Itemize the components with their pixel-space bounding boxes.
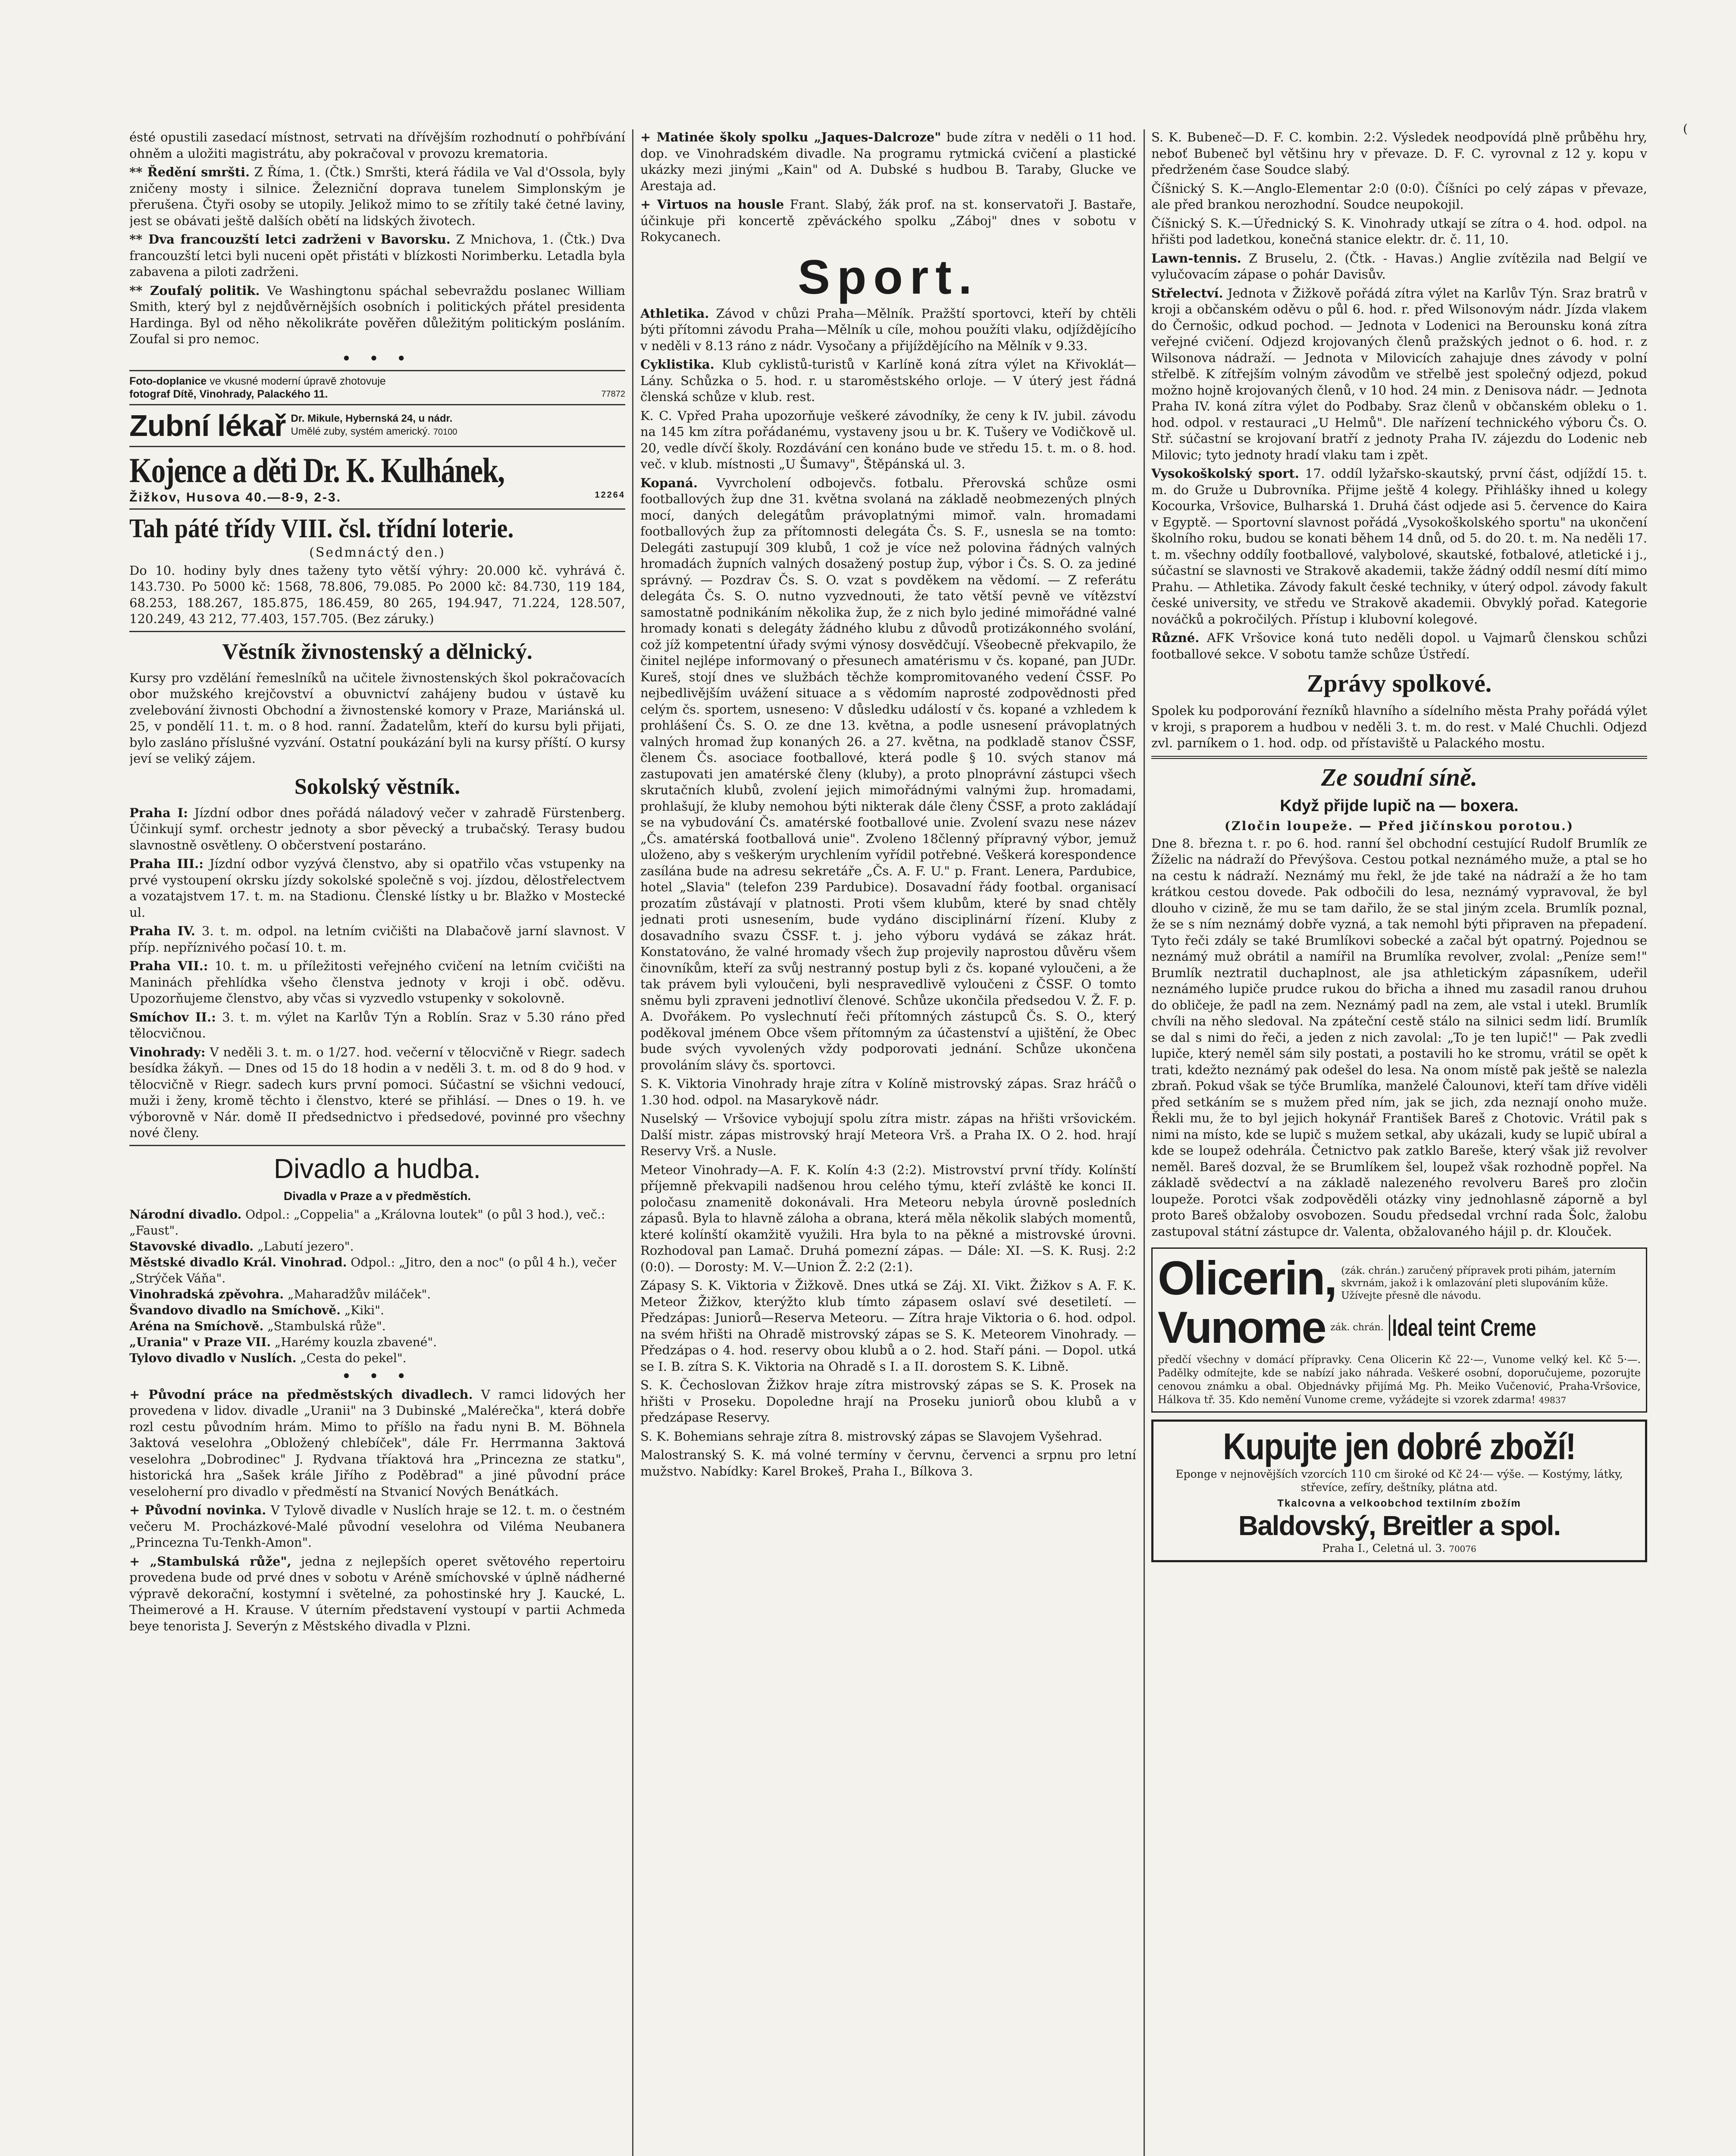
sokol-lead: Praha I:	[129, 805, 188, 820]
ad-baldo-address-row	[1159, 1542, 1639, 1556]
article-lead: ** Zoufalý politik.	[129, 283, 260, 298]
column-rule	[1144, 129, 1145, 2156]
article-lead: + Matinée školy spolku „Jaques-Dalcroze"	[640, 130, 941, 144]
ad-vunome-brand: Vunome	[1158, 1303, 1326, 1353]
ad-vunome-row	[1158, 1305, 1641, 1351]
theatre-name: „Urania" v Praze VII.	[129, 1335, 271, 1349]
theatre-name: Národní divadlo.	[129, 1207, 242, 1222]
separator-dots: • • •	[342, 350, 413, 367]
ad-kupujte-text: Eponge v nejnovějších vzorcích 110 cm široké od Kč 24·— výše. — Kostýmy, látky, střevíce, zefíry, deštníky, plátna atd.	[1175, 1468, 1623, 1494]
article-text: bude zítra v neděli o 11 hod. dop. ve Vinohradském divadle. Na programu rytmická cvičení a plastické ukázky mezi jinými „Kain" od A. Dubské s hudbou B. Taraby, Glucke ve Arestaja ad.	[640, 130, 1136, 193]
ad-number: 77872	[601, 389, 625, 399]
sokol-lead: Praha III.:	[129, 856, 204, 871]
soud-title: Ze soudní síně.	[1321, 763, 1478, 791]
article-text: V Tylově divadle v Nuslích hraje se 12. t. m. o čestném večeru M. Procházkové-Malé původní veselohra od Viléma Neubanera „Princezna Tu-Tenkh-Amon".	[129, 1503, 625, 1550]
column-rule	[632, 129, 633, 2156]
zpravy-title: Zprávy spolkové.	[1307, 669, 1492, 697]
sokol-lead: Praha IV.	[129, 924, 195, 938]
ad-kupujte-line: Tkalcovna a velkoobchod textilním zbožím	[1277, 1498, 1521, 1509]
sport-athletika	[640, 306, 1136, 354]
ad-number: 70076	[1449, 1544, 1476, 1554]
theatre-item	[129, 1318, 625, 1334]
theatre-name: Švandovo divadlo na Smíchově.	[129, 1303, 341, 1317]
theatre-item	[129, 1350, 625, 1366]
article-smrsti	[129, 164, 625, 229]
sport-item: S. K. Bohemians sehraje zítra 8. mistrovský zápas se Slavojem Vyšehrad.	[640, 1429, 1103, 1444]
corner-mark: (	[1683, 122, 1688, 136]
soud-subtitle2: (Zločin loupeže. — Před jičínskou porotou.)	[1224, 818, 1574, 833]
ad-baldo-address: Praha I., Celetná ul. 3.	[1322, 1542, 1446, 1554]
sokol-text: Jízdní odbor vyzývá členstvo, aby si opatřilo včas vstupenky na prvé vystoupení okrsku jízdy sokolské společně s voj. jízdou, dělostřelectvem a vozatajstvem 17. t. m. na Stadionu. Členské lístky u br. Blažko v Mostecké ul.	[129, 856, 625, 920]
article-text: Z Říma, 1. (Čtk.) Smršti, která řádila ve Val d'Ossola, byly zničeny mosty i silnice. Železniční doprava tunelem Simplonským je přerušena. Čtyři osoby se utopily. Jelikož mimo to se zřítily také četné laviny, jest se obávati ještě dalších obětí na lidských životech.	[129, 165, 625, 228]
sokol-text: 3. t. m. odpol. na letním cvičišti na Dlabačově jarní slavnost. V příp. nepříznivého počasí 10. t. m.	[129, 924, 625, 955]
divider	[129, 446, 625, 447]
sport-text: Závod v chůzi Praha—Mělník. Pražští sportovci, kteří by chtěli býti přítomni závodu Praha—Mělník u cíle, mohou použíti vlaku, odjíždějícího v neděli v 8.13 ráno z nádr. Vysočany a přijíždějícího na Mělník v 9.33.	[640, 306, 1136, 353]
ad-foto-text: ve vkusné moderní úpravě zhotovuje	[210, 375, 386, 387]
ad-number: 70100	[433, 427, 458, 437]
ad-vunome-mark: zák. chrán.	[1330, 1322, 1384, 1333]
ad-olicerin-desc: (zák. chrán.) zaručený přípravek proti pihám, jaterním skvrnám, jakož i k omlazování pleti slupováním kůže. Užívejte přesně dle návodu.	[1341, 1265, 1616, 1301]
article-virtuos	[640, 197, 1136, 245]
sport-lead: Vysokoškolský sport.	[1151, 466, 1299, 481]
article-text: Z Mnichova, 1. (Čtk.) Dva francouzští letci byli nuceni opět přistáti v blízkosti Norimberku. Letadla byla zabavena a piloti zadrženi.	[129, 232, 625, 279]
theatre-item	[129, 1302, 625, 1318]
sport-section-title: Sport.	[798, 250, 979, 304]
theatre-item	[129, 1238, 625, 1254]
ad-zubni-line2-text: Umělé zuby, systém americký.	[291, 426, 431, 437]
soud-text: Dne 8. března t. r. po 6. hod. ranní šel obchodní cestující Rudolf Brumlík ze Žíželic na nádraží do Převýšova. Cestou potkal neznámého muže, a ptal se ho na cestu k nádraží. Neznámý mu řekl, že jde také na nádraží a že ho tam krátkou cestou dovede. Pak odbočili do lesa, neznámý vypravoval, že byl dlouho v cizině, že mu se tam dařilo, že se stal jiným zcela. Brumlík poznal, že se s ním neznámý dobře vyzná, a tak nemohl býti připraven na přepadení. Tyto řeči zdály se také Brumlíkovi sobecké a začal být opatrný. Pojednou se neznámý muž obrátil a namířil na Brumlíka revolver, zvolal: „Peníze sem!" Brumlík neztratil duchaplnost, ale jsa athletickým zápasníkem, udeřil neznámého lupiče prudce rukou do břicha a ihned mu zasadil ranou druhou do obličeje, že padl na zem. Neznámý padl na zem, ale vstal i utekl. Brumlík chvíli na něho sledoval. Na zpáteční cestě stálo na silnici sedm lidí. Brumlík se dal s nimi do řeči, a jeden z nich zavolal: „To je ten lupič!" — Pak zvedli lupiče, který neměl sám sily postati, a postavili ho ke stromu, vrátil se opět k trati, kdežto neznámý pak odešel do lesa. Na onom místě pak ještě se nalezla zbraň. Pokud však se týče Brumlíka, manželé Čalounovi, kteří tam dříve viděli před setkáním se s mužem před ním, jak se jich, zda neznají onoho muže. Řekli mu, že to byl jejich hokynář František Bareš z Chotovic. Vrátil pak s nimi na místo, kde se lupič s mužem setkal, aby ukázali, kudy se lupič ubíral a kde se loupež odehrála. Četnictvo pak zatklo Bareše, který však již revolver neměl. Bareš dozval, že se Brumlíkem šel, loupež však rozhodně popřel. Na základě svědectví a na základě nalezeného revolveru Bareš pro zločin loupeže. Porotci však zodpověděli otázky viny jednohlasně záporně a byl proto Bareš obžaloby osvobozen. Soudu předsedal vrchní rada Šolc, žalobu zastupoval státní zástupce dr. Valenta, obžalovaného hájil p. dr. Klouček.	[1151, 836, 1647, 1239]
sport-text: Jednota v Žižkově pořádá zítra výlet na Karlův Týn. Sraz bratrů v kroji a občanském oděvu o půl 6. hod. r. před Wilsonovým nádr. Jízda vlakem do Černošic, odkud pochod. — Jednota v Lodenici na Berounsku koná zítra veřejné cvičení. Odjezd krojovaných členů pražských jednot o 6. hod. r. z Wilsonova nádraží. — Jednota v Milovicích zahajuje dnes závody v polní střelbě. K zítřejším volným závodům ve střelbě jest společný odjezd, pokud možno hojně krojovaných členů, v 10 hod. 24 min. z Denisova nádr. — Jednota Praha IV. koná zítra výlet do Podbaby. Sraz členů v občanském obleku o 1. hod. odpol. v restauraci „U Helmů". Dle nařízení technického výboru Čs. O. Stř. súčastní se krojovaní bratří z jednoty Praha IV. zájezdu do Lodenic neb Milovic; tyto jednoty hradí vlaku tam i zpět.	[1151, 285, 1647, 462]
article-lead: + „Stambulská růže",	[129, 1554, 291, 1569]
separator-dots: • • •	[342, 1367, 413, 1384]
sport-vysokoskolsky	[1151, 466, 1647, 627]
article-lead: + Virtuos na housle	[640, 197, 784, 212]
article-lead: ** Dva francouzští letci zadrženi v Bavorsku.	[129, 232, 451, 247]
sokol-text: Jízdní odbor dnes pořádá náladový večer v zahradě Fürstenberg. Účinkují symf. orchestr jednoty a sbor pěvecký a trubačský. Terasy budou slavnostně osvětleny. O občerstvení postaráno.	[129, 805, 625, 852]
soud-subtitle: Když přijde lupič na — boxera.	[1280, 796, 1519, 815]
theatre-name: Městské divadlo Král. Vinohrad.	[129, 1255, 347, 1269]
article-lead: + Původní novinka.	[129, 1503, 266, 1517]
theatre-program: Odpol.: „Coppelia" a „Královna loutek" (o půl 3 hod.), več.: „Faust".	[129, 1207, 605, 1238]
theatre-name: Aréna na Smíchově.	[129, 1319, 264, 1333]
column-right	[1151, 129, 1647, 2156]
ad-olicerin-text	[1158, 1353, 1641, 1407]
ad-zubni-line2	[291, 425, 457, 439]
sport-lead: Střelectví.	[1151, 285, 1223, 301]
ad-kupujte-title: Kupujte jen dobré zboží!	[1223, 1426, 1576, 1467]
ad-foto-line2: fotograf Dítě, Vinohrady, Palackého 11.	[129, 388, 328, 400]
article-novinka	[129, 1502, 625, 1551]
article-text: V ramci lidových her provedena v lidov. divadle „Uranii" na 3 Dubinské „Malérečka", která dobře rozl cestu původním hrám. Mimo to příšlo na řadu nyni B. M. Böhnela 3aktová veselohra „Obložený chlebíček", dále Fr. Herrmanna 3aktová veselohra „Dobrodinec" J. Rydvana tříaktová hra „Princezna ze statku", historická hra „Sašek krále Jiřího z Poděbrad" a jiné původní práce veseloherní pro divadlo v předměstí na Stvanicí Nových Benátkách.	[129, 1387, 625, 1499]
article-letci	[129, 232, 625, 280]
theatre-name: Vinohradská zpěvohra.	[129, 1287, 284, 1301]
divider	[129, 370, 625, 371]
ad-kupujte	[1151, 1420, 1647, 1562]
column-middle	[640, 129, 1136, 2156]
sokol-item	[129, 923, 625, 956]
theatre-item	[129, 1286, 625, 1302]
sport-item: Meteor Vinohrady—A. F. K. Kolín 4:3 (2:2). Mistrovství první třídy. Kolínští příjemně překvapili nadšenou hrou celého týmu, kteří zvláště ke konci II. poločasu znamenitě dokonávali. Hra Meteoru nebyla úrovně posledních zápasů. Byla to hlavně záloha a obrana, která měla několik slabých momentů, které kolínští okamžitě využili. Hra byla to na pěkné a mistrovské úrovni. Rozhodoval pan Lamač. Druhá pomezní zápas. — Dále: XI. —S. K. Rusj. 2:2 (0:0). — Dorosty: M. V.—Union Ž. 2:2 (2:1).	[640, 1162, 1136, 1274]
sokol-lead: Smíchov II.:	[129, 1009, 216, 1025]
sport-kopana	[640, 475, 1136, 1074]
sokol-title: Sokolský věstník.	[294, 774, 461, 799]
column-left	[129, 129, 625, 2156]
ad-kojence-address: Žižkov, Husova 40.—8-9, 2-3.	[129, 490, 342, 505]
divadlo-title: Divadlo a hudba.	[273, 1153, 481, 1184]
sokol-item	[129, 1044, 625, 1141]
ad-olicerin-brand: Olicerin,	[1158, 1252, 1336, 1305]
sport-item: S. K. Bubeneč—D. F. C. kombin. 2:2. Výsledek neodpovídá plně průběhu hry, neboť Bubeneč byl většinu hry v převaze. D. F. C. vyrovnal z 12 y. kopu v předrženém čase Soudce slabý.	[1151, 130, 1647, 177]
sport-text: Z Bruselu, 2. (Čtk. - Havas.) Anglie zvítězila nad Belgií ve vylučovacím zápase o pohár Davisův.	[1151, 251, 1647, 282]
divider	[129, 631, 625, 632]
ad-foto	[129, 375, 625, 401]
ad-kojence-title: Kojence a děti Dr. K. Kulhánek,	[129, 450, 505, 490]
sport-item: K. C. Vpřed Praha upozorňuje veškeré závodníky, že ceny k IV. jubil. závodu na 145 km zítra pořádanému, vystaveny jsou u br. K. Tušery ve Vodičkově ul. 20, vedle dívčí školy. Rozdávání cen konáno bude ve středu 15. t. m. o 8. hod. več. v klub. místnosti „U Šumavy", Štěpánská ul. 3.	[640, 408, 1136, 471]
lottery-text: Do 10. hodiny byly dnes taženy tyto větší výhry: 20.000 kč. vyhrává č. 143.730. Po 5000 kč: 1568, 78.806, 79.085. Po 2000 kč: 84.730, 119 184, 68.253, 188.267, 185.875, 186.459, 80 265, 194.947, 71.224, 128.507, 120.249, 43 212, 77.403, 157.705. (Bez záruky.)	[129, 563, 625, 626]
sport-item: Zápasy S. K. Viktoria v Žižkově. Dnes utká se Záj. XI. Vikt. Žižkov s A. F. K. Meteor Žižkov, kterýžto klub tímto zápasem oslaví své desetiletí. — Předzápas: Juniorů—Reserva Meteoru. — Zítra hraje Viktoria o 6. hod. odpol. na svém hřišti na Ohradě mistrovský zápas se S. K. Meteorem Vinohrady. — Předzápas o 4. hod. reservy obou klubů a o 2. hod. Staří páni. — Dopol. utká se I. B. zítra S. K. Viktoria na Ohradě s I. a II. dorostem S. K. Libně.	[640, 1278, 1136, 1374]
ad-number: 12264	[595, 490, 625, 500]
theatre-program: Odpol.: „Jitro, den a noc" (o půl 4 h.), večer „Strýček Váňa".	[129, 1255, 617, 1285]
theatre-item	[129, 1254, 625, 1286]
sport-text: 17. oddíl lyžařsko-skautský, první část, odjíždí 15. t. m. do Gruže u Dubrovníka. Přijme ještě 4 kolegy. Přihlášky ihned u kolegy Kocourka, Vršovice, Bulharská 1. Druhá část odjede asi 5. července do Kaira v Egyptě. — Sportovní slavnost pořádá „Vysokoškolského sportu" na ukončení školního roku, budou se konati během 14 dnů, od 5. do 20. t. m. Na neděli 17. t. m. všechny oddíly footballové, valybolové, skautské, fotbalové, atletické i j., súčastní se slavnosti ve Strakově akademii, takže žádný oddíl nesmí dítí mimo Prahu. — Athletika. Závody fakult české techniky, v úterý odpol. závody fakult české university, ve středu ve Strakově akademii. Obvyklý pořad. Kategorie nováčků a pokročilých. Přístup i klubovní kolegové.	[1151, 466, 1647, 627]
ad-olicerin	[1151, 1247, 1647, 1413]
theatre-program: „Harémy kouzla zbavené".	[274, 1335, 437, 1349]
article-matinee	[640, 129, 1136, 194]
sport-ruzne	[1151, 630, 1647, 662]
lottery-title: Tah páté třídy VIII. čsl. třídní loterie.	[129, 514, 514, 543]
theatre-program: „Maharadžův miláček".	[287, 1287, 431, 1301]
sokol-item	[129, 958, 625, 1007]
sport-item: Číšnický S. K.—Anglo-Elementar 2:0 (0:0). Číšníci po celý zápas v převaze, ale před brankou nerozhodní. Soudce neupokojil.	[1151, 181, 1647, 212]
sport-item: S. K. Čechoslovan Žižkov hraje zítra mistrovský zápas se S. K. Prosek na hřišti v Proseku. Dopoledne hrají na Proseku juniorů obou klubů a v předzápase Reservy.	[640, 1378, 1136, 1425]
ad-zubni-line1: Dr. Mikule, Hybernská 24, u nádr.	[291, 413, 453, 424]
article-text: jedna z nejlepších operet světového repertoiru provedena bude od prvé dnes v sobotu v Aréně smíchovské v úplně nádherné výpravě dekorační, kostymní i světelné, za pohostinské hry J. Kaucké, L. Theimerové a H. Krause. V úterním představení vystoupí v partii Achmeda beye tenorista J. Severýn z Městského divadla v Plzni.	[129, 1554, 625, 1633]
theatre-program: „Stambulská růže".	[267, 1319, 386, 1333]
article-text: Frant. Slabý, žák prof. na st. konservatoři J. Bastaře, účinkuje při koncertě zpěváckého spolku „Záboj" dnes v sobotu v Rokycanech.	[640, 197, 1136, 244]
newspaper-page	[129, 129, 1664, 2156]
theatre-program: „Kiki".	[344, 1303, 384, 1317]
sport-text: AFK Vršovice koná tuto neděli dopol. u Vajmarů členskou schůzi footballové sekce. V sobotu tamže schůze Ústředí.	[1151, 630, 1647, 661]
vestnik-title: Věstník živnostenský a dělnický.	[222, 639, 533, 664]
sport-cyklistika	[640, 357, 1136, 405]
theatre-item	[129, 1334, 625, 1350]
divider	[129, 1145, 625, 1146]
sport-lead: Různé.	[1151, 630, 1200, 645]
ad-baldo-name: Baldovský, Breitler a spol.	[1238, 1510, 1561, 1541]
sport-text: Vyvrcholení odbojevčs. fotbalu. Přerovská schůze osmi footballových žup dne 31. května svolaná na základě neobmezených plných mocí, daných delegátům právoplatnými mimoř. valn. hromadami footballových žup za přítomnosti delegáta Čs. S. F., usnesla se na tomto: Delegáti zastupují 309 klubů, 1 což je více než polovina řádných valných hromadách župních valných dosažený postup žup, výbor i Čs. S. O. za jediné správný. — Pozdrav Čs. S. O. vzat s povděkem na vědomí. — Z referátu delegáta Čs. S. O. nutno vyzvednouti, že tato větší pevně ve vítězství samostatně podnikáním několika žup, že z nich bylo jediné mimořádné valné hromady konati s delegáty žádného klubu z důvodů protizákonného svolání, což jíž kompetentní úřady svými výnosy dosvědčují. Všeobecně překvapilo, že činitel nejlépe informovaný o přesunech amatérismu v čs. kopané, pan JUDr. Kureš, stojí dnes ve službách těchže kompromitovaného vedení ČSSF. Po nejbedlivějším uvážení situace a s vědomím naprosté zodpovědnosti před celým čs. sportem, usneseno: V důsledku událostí v čs. kopané a vzhledem k prohlášení Čs. S. O. ze dne 13. května, a podle usnesení právoplatných valných hromad žup konaných 26. a 27. května, na podkladě stanov ČSSF, členem Čs. asociace footballové, která podle § 10. svých stanov má zastupovati jen amatérské členy (kluby), a proto plnoprávní zástupci všech skrutačních klubů, zvolení jejich mimořádnými valnými žup. hromadami, prohlašují, že kluby nemohou býti nikterak dále členy ČSSF, a proto zakládají se na vybudování Čs. amatérské footballové unie. Zvolení svazu nese název „Čs. amatérská footballová unie". Zvoleno 18členný přípravný výbor, jemuž uloženo, aby s veškerým urychlením vyřídil potřebné. Veškerá korespondence zasílána bude na adresu sekretáře „Čs. A. F. U." p. Frant. Lenera, Pardubice, hotel „Slavia" (telefon 239 Pardubice). Dosavadní řády footbal. organisací prozatím zůstávají v platnosti. Proti všem klubům, které by snad chtěly jednati proti usnesením, bude vydáno disciplinární řízení. Kluby z dosavadního svazu ČSSF. t. j. jeho výboru vydává se zákaz hrát. Konstatováno, že valné hromady všech žup projevily naprostou důvěru všem činovníkům, kteří za svůj nestranný postup byli z čs. kopané vyloučeni, a že tak právem byli vyloučeni, byli nespravedlivě vyloučeni z ČSSF. O tomto sněmu byli zpraveni jednotliví členové. Schůze ukončila předsedou V. Ž. F. p. A. Dvořákem. Po vyslechnutí řeči přítomných zástupců Čs. S. O., který poděkoval jménem Obce všem přítomným za účastenství a ujištění, že Obec bude svých vyvolených vždy podporovati jednání. Schůze ukončena provoláním slávy čs. sportovci.	[640, 475, 1136, 1072]
article-crematorium: ésté opustili zasedací místnost, setrvati na dřívějším rozhodnutí o pohřbívání ohněm a uložiti magistrátu, aby pokračoval v provozu krematoria.	[129, 130, 625, 161]
sport-text: Klub cyklistů-turistů v Karlíně koná zítra výlet na Křivoklát—Lány. Schůzka o 5. hod. r. u staroměstského orloje. — V úterý jest řádná členská schůze v klub. rest.	[640, 357, 1136, 404]
sport-item: S. K. Viktoria Vinohrady hraje zítra v Kolíně mistrovský zápas. Sraz hráčů o 1.30 hod. odpol. na Masarykově nádr.	[640, 1076, 1136, 1107]
sokol-item	[129, 805, 625, 854]
ad-kojence-sub	[129, 490, 625, 505]
sport-lead: Lawn-tennis.	[1151, 251, 1241, 266]
sokol-lead: Vinohrady:	[129, 1044, 206, 1059]
sokol-item	[129, 856, 625, 921]
theatre-item	[129, 1206, 625, 1238]
article-puvodni	[129, 1387, 625, 1500]
divider	[1151, 756, 1647, 759]
article-lead: + Původní práce na předměstských divadlech.	[129, 1387, 473, 1402]
ad-vunome-ideal: Ideal teint Creme	[1389, 1315, 1536, 1341]
sport-item: Číšnický S. K.—Úřednický S. K. Vinohrady utkají se zítra o 4. hod. odpol. na hřišti pod ladetkou, konečná stanice elektr. dr. č. 11, 10.	[1151, 216, 1647, 247]
ad-foto-lead: Foto-doplanice	[129, 375, 207, 387]
article-stambulska	[129, 1554, 625, 1635]
ad-zubni-title: Zubní lékař	[129, 408, 286, 442]
sport-lead: Kopaná.	[640, 475, 698, 490]
ad-olicerin-head	[1158, 1252, 1641, 1305]
zpravy-text: Spolek ku podporování řezníků hlavního a sídelního města Prahy pořádá výlet v kroji, s praporem a hudbou v neděli 3. t. m. do rest. v Malé Chuchli. Odjezd zvl. parníkem o 1. hod. odp. od přístaviště u Palackého mostu.	[1151, 703, 1647, 750]
ad-number: 49837	[1539, 1395, 1567, 1405]
sokol-text: 3. t. m. výlet na Karlův Týn a Roblín. Sraz v 5.30 ráno před tělocvičnou.	[129, 1009, 625, 1040]
sport-item: Malostranský S. K. má volné termíny v červnu, červenci a srpnu pro letní mužstvo. Nabídky: Karel Brokeš, Praha I., Bílkova 3.	[640, 1448, 1136, 1479]
theatre-program: „Labutí jezero".	[257, 1239, 354, 1253]
ad-olicerin-body: předčí všechny v domácí přípravky. Cena Olicerin Kč 22·—, Vunome velký kel. Kč 5·—. Padělky odmítejte, kde se nabízí jako náhrada. Veškeré osobní, doporučujeme, pozorujte cenovou známku a obal. Objednávky přijímá Mg. Ph. Meiko Vučenović, Praha-Vršovice, Hálkova tř. 35. Kdo nemění Vunome creme, vyžádejte si vzorek zdarma!	[1158, 1354, 1641, 1406]
article-lead: ** Ředění smršti.	[129, 165, 250, 179]
sport-lead: Cyklistika.	[640, 357, 714, 372]
article-politik	[129, 283, 625, 348]
sport-lead: Athletika.	[640, 306, 709, 321]
sokol-text: V neděli 3. t. m. o 1/27. hod. večerní v tělocvičně v Riegr. sadech besídka žákyň. — Dnes od 15 do 18 hodin a v neděli 3. t. m. od 8 do 9 hod. v tělocvičně v Riegr. sadech kurs první pomoci. Súčastní se všichni vedoucí, muži i ženy, kromě těchto i členstvo, které se přihlásí. — Dnes o 19. h. ve výborovně v Nár. domě II předsednictvo i předsedové, povinné pro všechny nové členy.	[129, 1044, 625, 1140]
theatre-name: Tylovo divadlo v Nuslích.	[129, 1351, 297, 1365]
theatre-name: Stavovské divadlo.	[129, 1239, 254, 1253]
lottery-subtitle: (Sedmnáctý den.)	[309, 545, 445, 560]
ad-zubni	[129, 409, 625, 442]
vestnik-text: Kursy pro vzdělání řemeslníků na učitele živnostenských škol pokračovacích obor mužského krejčovství a obuvnictví zahájeny budou v ústavě ku zvelebování živnosti Obchodní a živnostenské komory v Praze, Mariánská ul. 25, v pondělí 11. t. m. o 8 hod. ranní. Žadatelům, kteří do kursu byli přijati, bylo zasláno příslušné vyzvání. Ostatní poukázání byli na kursy příští. O kursy jeví se veliký zájem.	[129, 670, 625, 766]
sokol-text: 10. t. m. u příležitosti veřejného cvičení na letním cvičišti na Maninách přehlídka všeho členstva jednoty v kroji i obč. oděvu. Upozorňujeme členstvo, aby včas si vyzvedlo vstupenky v sokolovně.	[129, 959, 625, 1006]
article-text: Ve Washingtonu spáchal sebevraždu poslanec William Smith, který byl z nejdůvěrnějších osobních i politických přátel presidenta Hardinga. Byl od něho několikráte pověřen důležitým politickým posláním. Zoufal si pro nemoc.	[129, 283, 625, 346]
sport-item: Nuselský — Vršovice vybojují spolu zítra mistr. zápas na hřišti vršovickém. Další mistr. zápas mistrovský hrají Meteora Vrš. a Praha IX. O 2. hod. hrají Reservy Vrš. a Nusle.	[640, 1111, 1136, 1158]
divadlo-subtitle: Divadla v Praze a v předměstích.	[283, 1189, 471, 1203]
sport-lawn-tennis	[1151, 251, 1647, 283]
sokol-item	[129, 1009, 625, 1042]
divider	[129, 404, 625, 405]
sport-strelectvi	[1151, 285, 1647, 464]
sokol-lead: Praha VII.:	[129, 959, 208, 973]
theatre-program: „Cesta do pekel".	[300, 1351, 407, 1365]
divider	[129, 508, 625, 510]
